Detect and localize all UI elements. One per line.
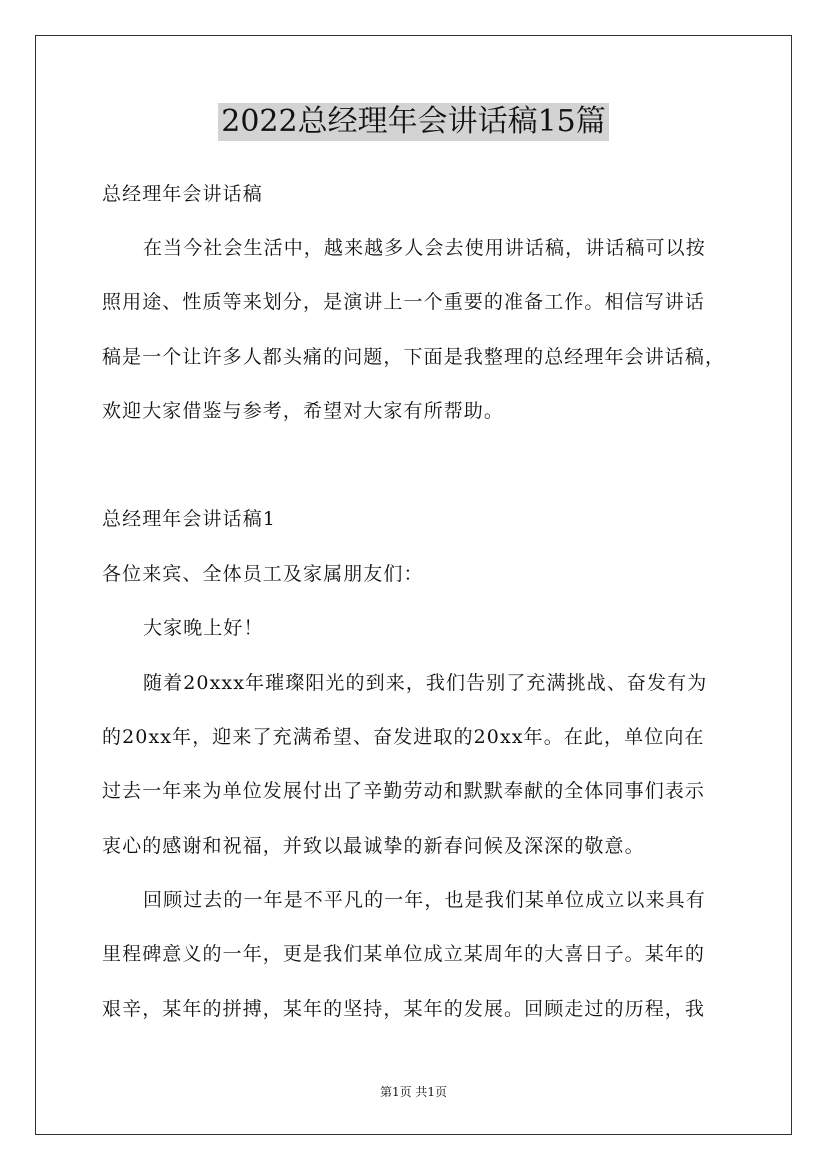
paragraph-line: 衷心的感谢和祝福，并致以最诚挚的新春问候及深深的敬意。 (102, 835, 645, 857)
section-heading: 总经理年会讲话稿1 (102, 508, 276, 530)
paragraph-line: 艰辛，某年的拼搏，某年的坚持，某年的发展。回顾走过的历程，我 (102, 998, 706, 1020)
paragraph-line: 过去一年来为单位发展付出了辛勤劳动和默默奉献的全体同事们表示 (102, 780, 706, 802)
paragraph-line: 回顾过去的一年是不平凡的一年，也是我们某单位成立以来具有 (143, 889, 706, 911)
section-heading: 总经理年会讲话稿 (102, 183, 263, 205)
paragraph-line: 在当今社会生活中，越来越多人会去使用讲话稿，讲话稿可以按 (143, 237, 706, 259)
document-title: 2022总经理年会讲话稿15篇 (218, 103, 609, 141)
page-footer: 第1页 共1页 (379, 1085, 448, 1099)
paragraph-line: 欢迎大家借鉴与参考，希望对大家有所帮助。 (102, 400, 505, 422)
paragraph-line: 里程碑意义的一年，更是我们某单位成立某周年的大喜日子。某年的 (102, 943, 706, 965)
salutation-line: 各位来宾、全体员工及家属朋友们： (102, 563, 424, 585)
paragraph-line: 的20xx年，迎来了充满希望、奋发进取的20xx年。在此，单位向在 (102, 726, 705, 748)
greeting-line: 大家晚上好！ (143, 617, 264, 639)
paragraph-line: 随着20xxx年璀璨阳光的到来，我们告别了充满挑战、奋发有为 (143, 672, 708, 694)
title-container (0, 103, 827, 141)
paragraph-line: 稿是一个让许多人都头痛的问题，下面是我整理的总经理年会讲话稿， (102, 346, 726, 368)
paragraph-line: 照用途、性质等来划分，是演讲上一个重要的准备工作。相信写讲话 (102, 291, 706, 313)
